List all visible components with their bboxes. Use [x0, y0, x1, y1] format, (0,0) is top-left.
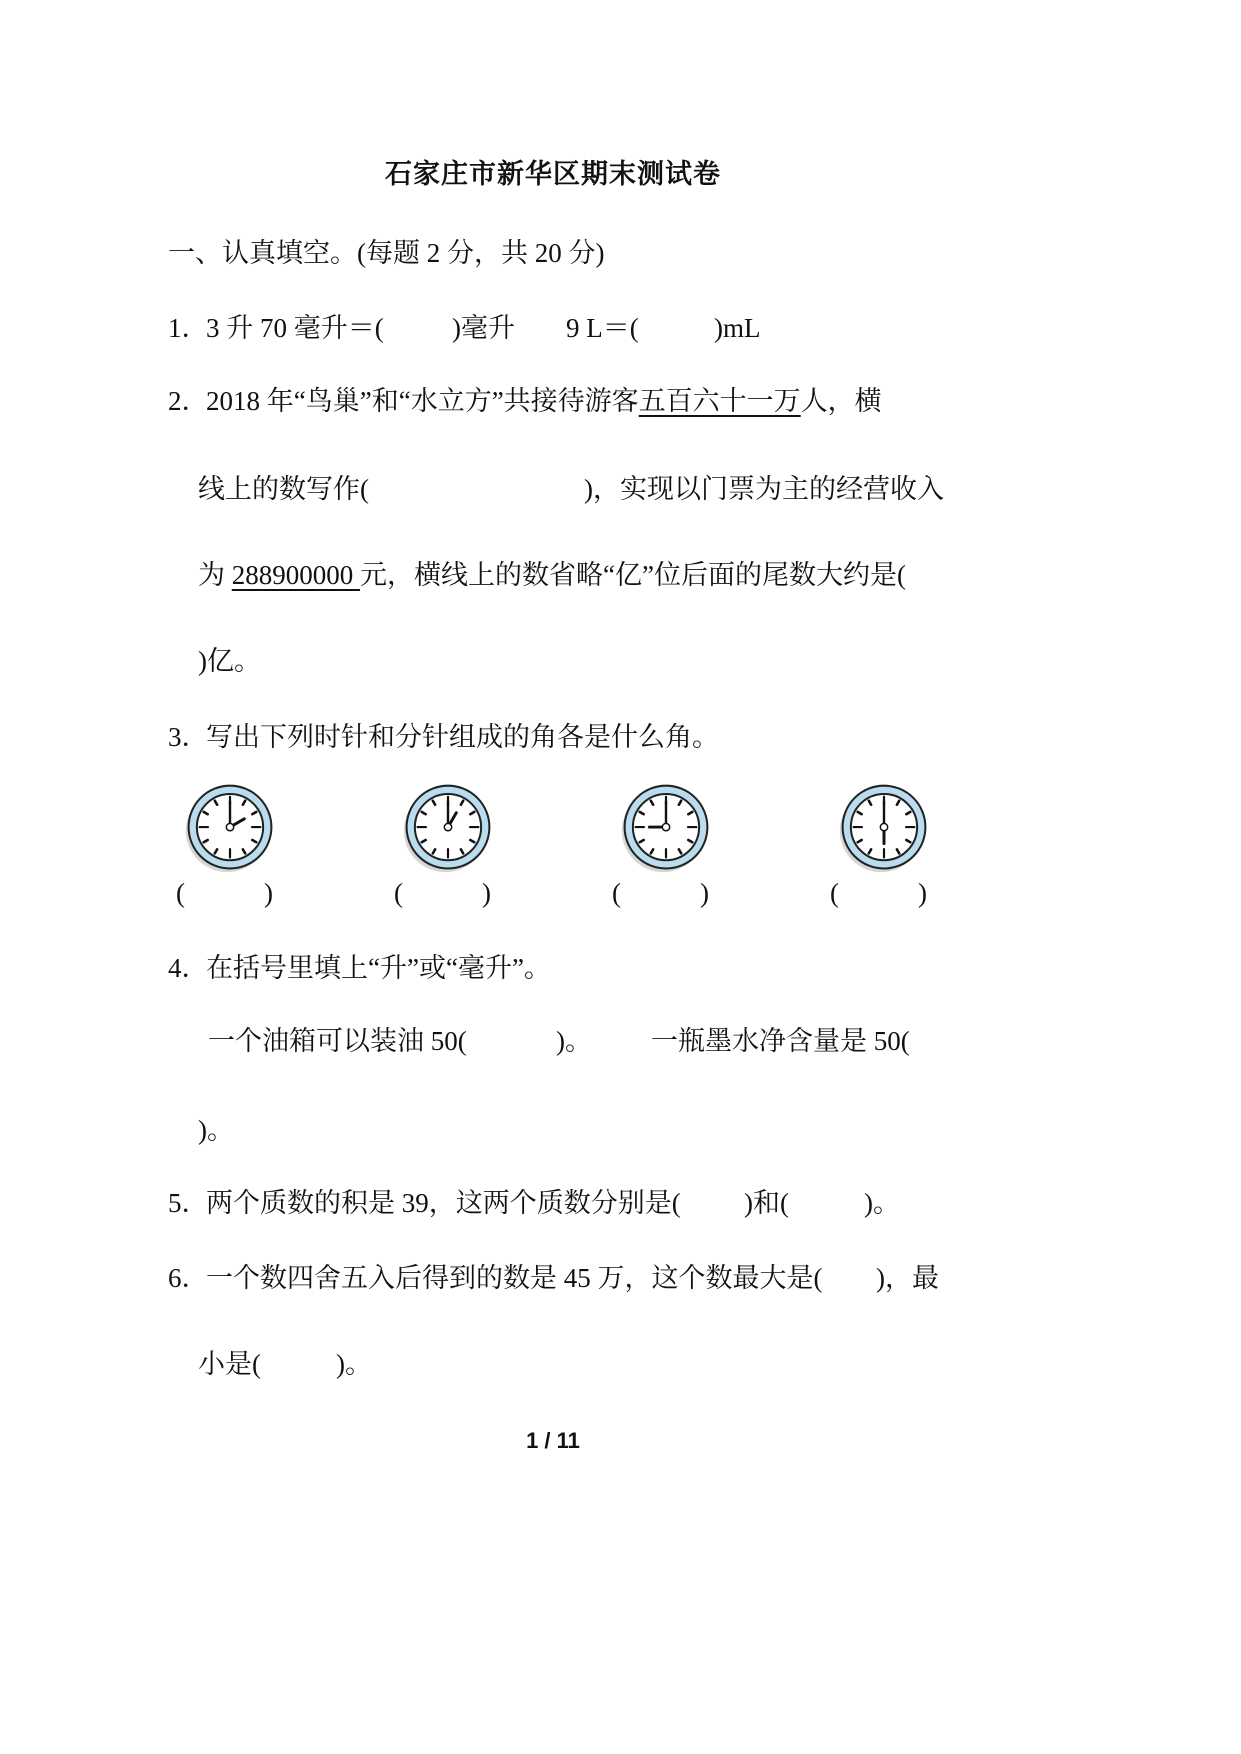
q4-number: 4． [168, 953, 209, 983]
q5-number: 5． [168, 1188, 209, 1218]
q4-text: 在括号里填上“升”或“毫升”。 [206, 953, 551, 983]
q5-text: 两个质数的积是 39，这两个质数分别是( [206, 1188, 681, 1218]
q1-part1-end: )毫升 [452, 313, 515, 343]
q2-underlined-number: 五百六十一万 [638, 386, 801, 416]
clock-2-answer-close: ) [482, 878, 491, 908]
q2-line2-pre: 线上的数写作( [198, 474, 369, 504]
clock-2-answer-open: ( [394, 878, 403, 908]
q2-number: 2． [168, 386, 209, 416]
page-title: 石家庄市新华区期末测试卷 [385, 159, 721, 189]
q3-text: 写出下列时针和分针组成的角各是什么角。 [206, 722, 719, 752]
q1-number: 1． [168, 313, 209, 343]
q2-line2-post: )，实现以门票为主的经营收入 [584, 474, 944, 504]
q4-item1-end: )。 [556, 1026, 592, 1056]
clock-4-icon [838, 782, 930, 874]
q2-underlined-revenue: 288900000 [231, 560, 360, 590]
clock-1-answer-close: ) [264, 878, 273, 908]
q4-item2-end: )。 [198, 1115, 234, 1145]
q6-text: 一个数四舍五入后得到的数是 45 万，这个数最大是( [206, 1263, 823, 1293]
q6-number: 6． [168, 1263, 209, 1293]
q2-line3-post: 元，横线上的数省略“亿”位后面的尾数大约是( [360, 560, 906, 590]
clock-3-answer-close: ) [700, 878, 709, 908]
clock-center-pin [880, 823, 887, 830]
clock-center-pin [444, 823, 451, 830]
q1-part2-end: )mL [714, 313, 761, 343]
q5-end: )。 [864, 1188, 900, 1218]
q2-line1-pre: 2018 年“鸟巢”和“水立方”共接待游客 [206, 386, 639, 416]
clock-center-pin [662, 823, 669, 830]
clock-center-pin [226, 823, 233, 830]
q4-item2: 一瓶墨水净含量是 50( [651, 1026, 910, 1056]
q2-line4: )亿。 [198, 646, 261, 676]
q6-mid: )，最 [876, 1263, 939, 1293]
section-heading: 一、认真填空。(每题 2 分，共 20 分) [168, 238, 605, 268]
q3-number: 3． [168, 722, 209, 752]
clock-4-answer-close: ) [918, 878, 927, 908]
q2-line1 [206, 384, 882, 418]
clock-3-answer-open: ( [612, 878, 621, 908]
clock-2-icon [402, 782, 494, 874]
clock-1-icon [184, 782, 276, 874]
q2-line3 [198, 558, 906, 592]
q6-line2: 小是( [198, 1349, 261, 1379]
clock-4-answer-open: ( [830, 878, 839, 908]
q1-part2: 9 L＝( [566, 313, 639, 343]
clock-1-answer-open: ( [176, 878, 185, 908]
clock-3-icon [620, 782, 712, 874]
q6-line2-end: )。 [336, 1349, 372, 1379]
q2-line1-post: 人，横 [800, 386, 882, 416]
q2-line3-pre: 为 [198, 560, 232, 590]
page-number: 1 / 11 [526, 1428, 580, 1453]
q1-part1: 3 升 70 毫升＝( [206, 313, 384, 343]
q4-item1: 一个油箱可以装油 50( [208, 1026, 467, 1056]
q5-mid: )和( [744, 1188, 789, 1218]
